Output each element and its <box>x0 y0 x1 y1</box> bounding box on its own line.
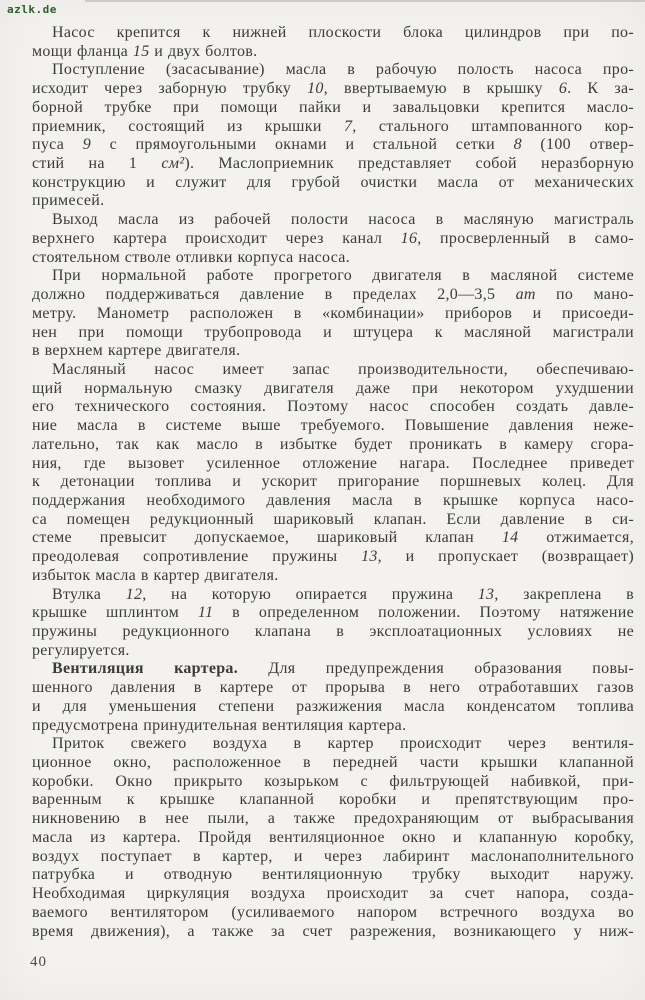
watermark: azlk.de <box>7 3 57 16</box>
text-run: Масляный насос имеет запас производительности, обеспечиваю- <box>52 360 634 378</box>
text-line <box>32 324 634 343</box>
text-line <box>32 548 634 567</box>
text-line <box>32 43 634 62</box>
text-run: поддержания необходимого давления масла в крышке корпуса насо- <box>32 491 634 509</box>
text-run: Поступление (засасывание) масла в рабочую полость насоса про- <box>52 61 634 79</box>
text-run: никновению в нее пыли, а также предохраняющим от выбрасывания <box>32 810 634 828</box>
text-line <box>32 99 634 118</box>
text-run: стоятельном стволе отливки корпуса насоса. <box>32 248 351 266</box>
text-run: с прямоугольными окнами и стальной сетки <box>91 136 514 154</box>
text-run: , стального штампованного кор- <box>352 117 634 135</box>
italic-run: 15 <box>132 42 150 60</box>
text-line <box>32 735 634 754</box>
text-line <box>32 604 634 623</box>
text-run: , и пропускает (возвращает) <box>377 548 634 566</box>
text-run: метру. Манометр расположен в «комбинации» приборов и присоеди- <box>32 304 634 322</box>
text-line <box>32 885 634 904</box>
italic-run: см² <box>161 155 185 173</box>
text-run: преодолевая сопротивление пружины <box>32 548 362 566</box>
italic-run: 14 <box>501 529 519 547</box>
text-line <box>32 698 634 717</box>
text-run: регулируется. <box>32 641 130 659</box>
text-line <box>32 192 634 211</box>
text-run: по мано- <box>535 286 634 304</box>
text-line <box>32 230 634 249</box>
paragraph <box>32 586 634 661</box>
text-run: коробки. Окно прикрыто козырьком с фильтрующей набивкой, при- <box>32 772 634 790</box>
paragraph <box>32 267 634 361</box>
text-run: пружины редукционного клапана в эксплоатационных условиях не <box>32 623 634 640</box>
italic-run: 16 <box>400 229 418 247</box>
text-run: к детонации топлива и ускорит пригорание поршневых колец. Для <box>32 473 634 491</box>
paragraph <box>32 24 634 61</box>
text-run: стеме превысит допускаемое, шариковый клапан <box>32 529 502 547</box>
text-line <box>32 61 634 80</box>
text-line <box>32 529 634 548</box>
text-run: ние масла в системе выше требуемого. Повышение давления неже- <box>32 417 634 435</box>
text-run: приемник, состоящий из крышки <box>32 117 344 135</box>
text-run: предусмотрена принудительная вентиляция картера. <box>32 716 407 734</box>
paragraph <box>32 361 634 586</box>
text-line <box>32 567 634 586</box>
text-line <box>32 174 634 193</box>
text-run: Выход масла из рабочей полости насоса в масляную магистраль <box>52 211 634 229</box>
text-line <box>32 436 634 455</box>
text-run: должно поддерживаться давление в пределах 2,0—3,5 <box>32 286 516 304</box>
text-run: . К за- <box>567 80 634 98</box>
text-run: борной трубке при помощи пайки и завальцовки крепится масло- <box>32 98 634 116</box>
text-run: время движения), а также за счет разрежения, возникающего у ниж- <box>32 922 634 940</box>
text-run: ). Маслоприемник представляет собой неразборную <box>184 155 634 173</box>
text-block <box>32 24 634 941</box>
italic-run: 7 <box>343 117 353 135</box>
text-run: варенным к крышке клапанной коробки и препятствующим про- <box>32 791 634 809</box>
text-line <box>32 904 634 923</box>
text-line <box>32 679 634 698</box>
italic-run: 8 <box>513 136 522 154</box>
text-run: , закреплена в <box>494 585 635 603</box>
text-line <box>32 361 634 380</box>
text-line <box>32 473 634 492</box>
text-line <box>32 829 634 848</box>
italic-run: ат <box>515 286 536 304</box>
text-run: в верхнем картере двигателя. <box>32 342 241 360</box>
text-line <box>32 267 634 286</box>
text-line <box>32 511 634 530</box>
text-run: стий на 1 <box>32 155 162 173</box>
text-run: Необходимая циркуляция воздуха происходит за счет напора, созда- <box>32 885 634 903</box>
text-line <box>32 211 634 230</box>
text-run: Насос крепится к нижней плоскости блока цилиндров при по- <box>52 24 634 41</box>
text-line <box>32 398 634 417</box>
paragraph <box>32 211 634 267</box>
page-number: 40 <box>30 954 47 970</box>
text-run: (100 отвер- <box>521 136 634 154</box>
text-line <box>32 866 634 885</box>
text-run: ния, где вызовет усиленное отложение нагара. Последнее приведет <box>32 454 634 472</box>
text-run: , просверленный в само- <box>417 229 634 247</box>
text-run: его технического состояния. Поэтому насос способен создать давле- <box>32 398 634 416</box>
italic-run: 9 <box>82 136 92 154</box>
text-line <box>32 24 634 43</box>
text-line <box>32 118 634 137</box>
italic-run: 13 <box>361 548 378 566</box>
text-run: Для предупреждения образования повы- <box>238 660 634 678</box>
italic-run: 12 <box>125 585 143 603</box>
text-line <box>32 586 634 605</box>
text-line <box>32 623 634 642</box>
scan-edge-artifact <box>85 0 645 2</box>
text-line <box>32 791 634 810</box>
text-run: пуса <box>32 136 83 154</box>
text-run: , ввертываемую в крышку <box>323 80 559 98</box>
text-line <box>32 492 634 511</box>
text-run: крышке шплинтом <box>32 604 198 622</box>
text-line <box>32 155 634 174</box>
text-run: шенного давления в картере от прорыва в него отработавших газов <box>32 679 634 697</box>
text-run: нен при помощи трубопровода и штуцера к масляной магистрали <box>32 323 634 341</box>
text-line <box>32 642 634 661</box>
text-run: масла из картера. Пройдя вентиляционное окно и клапанную коробку, <box>32 828 634 846</box>
text-run: и для уменьшения степени разжижения масла конденсатом топлива <box>32 697 634 715</box>
text-run: ционное окно, расположенное в передней части крышки клапанной <box>32 754 634 772</box>
paragraph <box>32 61 634 211</box>
text-line <box>32 417 634 436</box>
text-line <box>32 249 634 268</box>
text-line <box>32 286 634 305</box>
italic-run: 10 <box>307 80 324 98</box>
text-line <box>32 455 634 474</box>
bold-run: Вентиляция картера. <box>52 660 239 678</box>
text-run: отжимается, <box>518 529 635 547</box>
text-run: избыток масла в картер двигателя. <box>32 566 279 584</box>
text-run: верхнего картера происходит через канал <box>32 229 401 247</box>
text-line <box>32 754 634 773</box>
text-run: При нормальной работе прогретого двигателя в масляной системе <box>52 267 634 285</box>
text-line <box>32 80 634 99</box>
text-run: ваемого вентилятором (усиливаемого напором встречного воздуха во <box>32 903 634 921</box>
text-run: са помещен редукционный шариковый клапан. Если давление в си- <box>32 510 634 528</box>
italic-run: 13 <box>477 585 495 603</box>
text-line <box>32 660 634 679</box>
text-line <box>32 848 634 867</box>
text-run: и двух болтов. <box>149 42 258 60</box>
text-run: воздух поступает в картер, и через лабиринт маслонаполнительного <box>32 847 634 865</box>
text-run: в определенном положении. Поэтому натяжение <box>213 604 634 622</box>
italic-run: 11 <box>197 604 214 622</box>
text-line <box>32 380 634 399</box>
text-run: Приток свежего воздуха в картер происходит через вентиля- <box>52 735 634 753</box>
text-line <box>32 923 634 942</box>
text-run: мощи фланца <box>32 42 133 60</box>
text-run: Втулка <box>52 585 126 603</box>
paragraph <box>32 660 634 735</box>
text-run: , на которую опирается пружина <box>142 585 478 603</box>
text-line <box>32 136 634 155</box>
paragraph <box>32 735 634 941</box>
text-run: конструкцию и служит для грубой очистки масла от механических <box>32 173 634 191</box>
text-run: лательно, так как масло в избытке будет проникать в камеру сгора- <box>32 435 634 453</box>
text-line <box>32 810 634 829</box>
text-line <box>32 773 634 792</box>
text-line <box>32 717 634 736</box>
text-line <box>32 305 634 324</box>
text-line <box>32 342 634 361</box>
italic-run: 6 <box>558 80 568 98</box>
text-run: щий нормальную смазку двигателя даже при некотором ухудшении <box>32 379 634 397</box>
text-run: исходит через заборную трубку <box>32 80 308 98</box>
text-run: патрубка и отводную вентиляционную трубку выходит наружу. <box>32 866 634 884</box>
text-run: примесей. <box>32 192 105 210</box>
